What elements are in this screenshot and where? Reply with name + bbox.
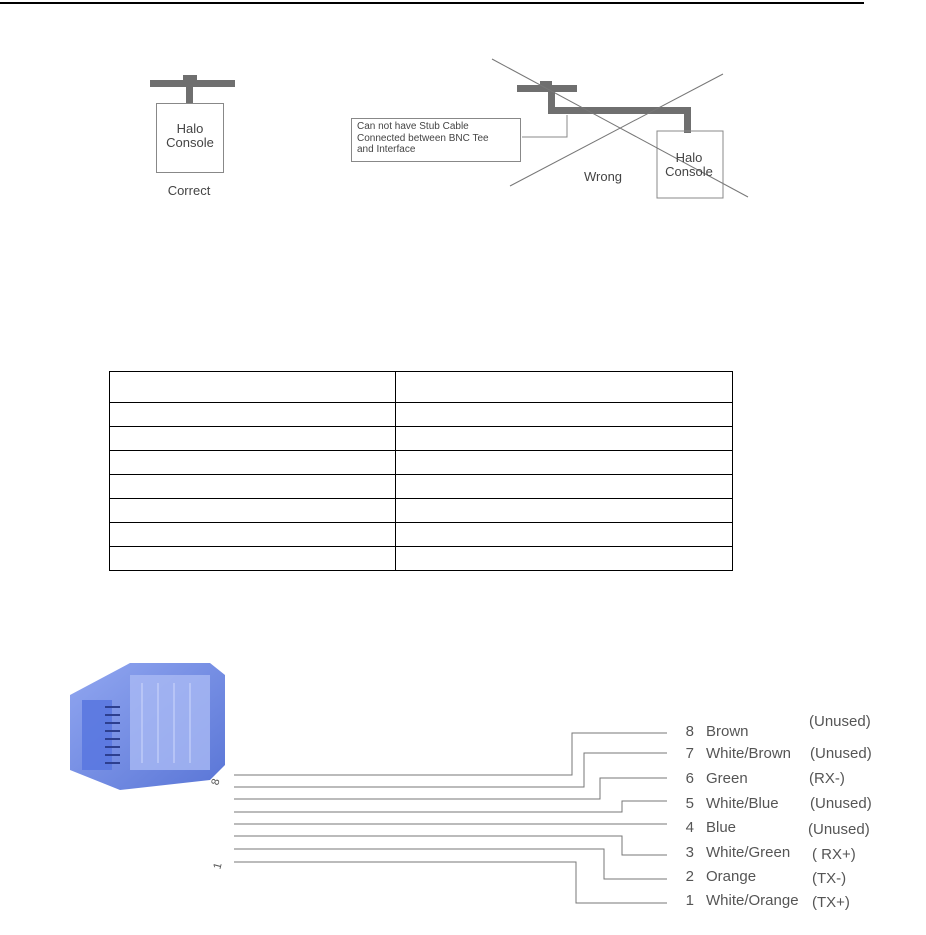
correct-caption: Correct [167, 183, 211, 198]
pin-2-signal: (TX-) [812, 870, 847, 887]
stub-cable-callout: Can not have Stub Cable Connected between BNC Tee and Interface [351, 118, 521, 162]
pin-4-signal: (Unused) [808, 821, 870, 838]
pin-5-signal: (Unused) [810, 795, 872, 812]
pin-8-signal: (Unused) [809, 713, 871, 730]
pin-3-signal: ( RX+) [812, 846, 856, 863]
pin-1-signal: (TX+) [812, 894, 850, 911]
pin-6-signal: (RX-) [809, 770, 845, 787]
halo-console-label: Halo Console [166, 121, 214, 150]
pin8-marker: 8 [209, 777, 223, 787]
pin-7-signal: (Unused) [810, 745, 872, 762]
pin1-marker: 1 [211, 861, 225, 871]
halo-console-label-wrong: Halo Console [665, 150, 713, 179]
wrong-caption: Wrong [583, 169, 623, 184]
